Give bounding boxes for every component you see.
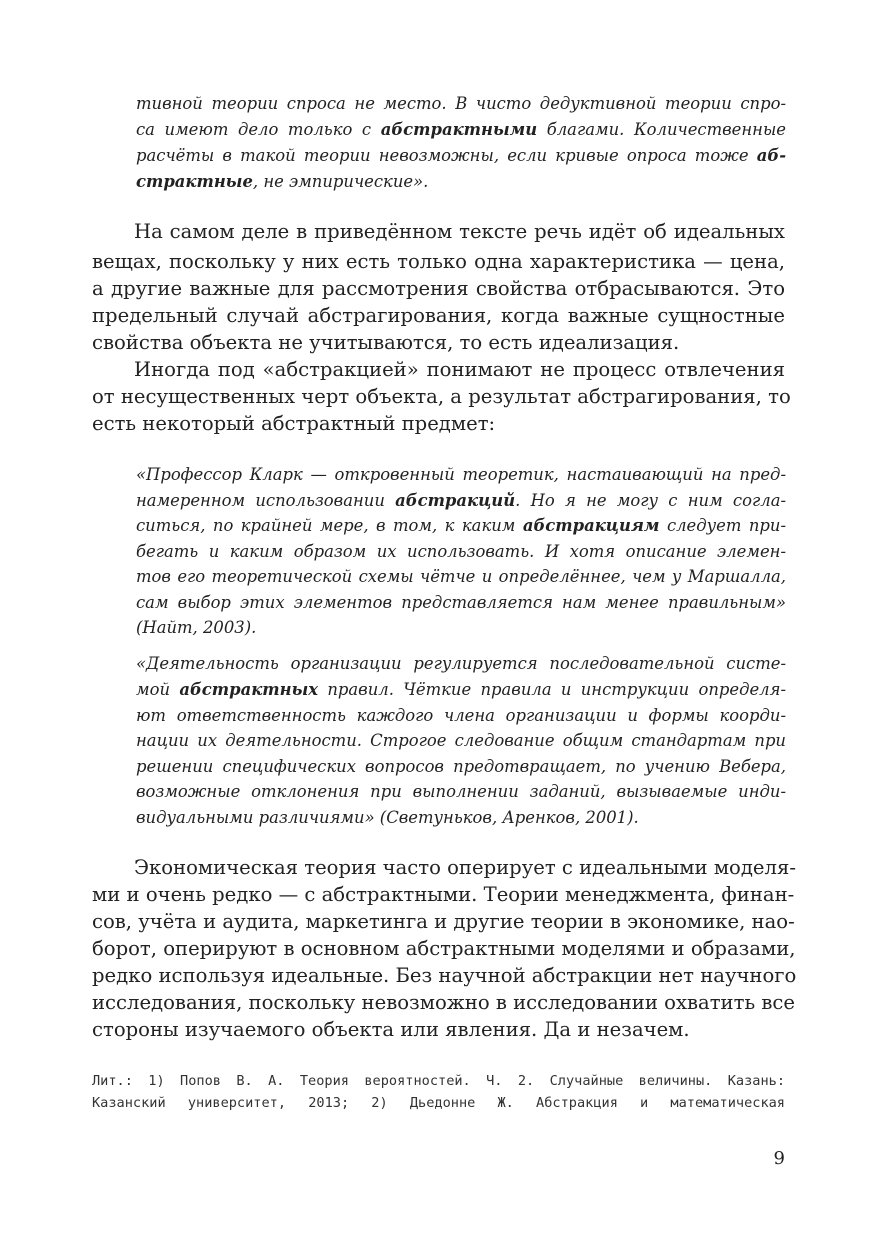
- quote-line: намеренном использовании абстракций. Но я не могу с ним согла-: [136, 491, 787, 510]
- text-line: ми и очень редко — с абстрактными. Теории менеджмента, финан-: [92, 883, 795, 906]
- quote-line: расчёты в такой теории невозможны, если кривые опроса тоже аб-: [136, 146, 786, 165]
- quote-line: нации их деятельности. Строгое следование общим стандартам при: [136, 731, 786, 750]
- text-line: предельный случай абстрагирования, когда важные сущностные: [92, 304, 785, 327]
- text-line: редко используя идеальные. Без научной абстракции нет научного: [92, 964, 797, 987]
- quote-line: тивной теории спроса не место. В чисто дедуктивной теории спро-: [136, 94, 786, 113]
- quote-line: са имеют дело только с абстрактными благами. Количественные: [136, 120, 786, 139]
- text-line: Иногда под «абстракцией» понимают не процесс отвлечения: [134, 358, 785, 381]
- text-line: а другие важные для рассмотрения свойства отбрасываются. Это: [92, 277, 785, 300]
- bold-term: абстракций: [395, 491, 516, 510]
- bold-term: страктные: [136, 172, 253, 191]
- quote-line: видуальными различиями» (Светуньков, Аренков, 2001).: [136, 808, 639, 827]
- quote-line: возможные отклонения при выполнении заданий, вызываемые инди-: [136, 782, 786, 801]
- bold-term: абстракциям: [522, 516, 660, 535]
- quote-line: «Профессор Кларк — откровенный теоретик, настаивающий на пред-: [136, 465, 786, 484]
- quote-line: страктные, не эмпирические».: [136, 172, 429, 191]
- text-line: свойства объекта не учитываются, то есть идеализация.: [92, 331, 680, 354]
- quote-line: тов его теоретической схемы чётче и определённее, чем у Маршалла,: [136, 567, 786, 586]
- text-line: стороны изучаемого объекта или явления. Да и незачем.: [92, 1018, 690, 1041]
- text-line: от несущественных черт объекта, а результат абстрагирования, то: [92, 385, 791, 408]
- quote-line: решении специфических вопросов предотвращает, по учению Вебера,: [136, 757, 786, 776]
- text-line: На самом деле в приведённом тексте речь идёт об идеальных: [134, 220, 785, 243]
- quote-line: бегать и каким образом их использовать. И хотя описание элемен-: [136, 542, 786, 561]
- reference-line: Казанский университет, 2013; 2) Дьедонне Ж. Абстракция и математическая: [92, 1095, 785, 1111]
- text-line: есть некоторый абстрактный предмет:: [92, 412, 496, 435]
- bold-term: абстрактных: [179, 680, 319, 699]
- text-line: сов, учёта и аудита, маркетинга и другие теории в экономике, нао-: [92, 910, 795, 933]
- quote-line: сам выбор этих элементов представляется нам менее правильным»: [136, 593, 786, 612]
- reference-line: Лит.: 1) Попов В. А. Теория вероятностей. Ч. 2. Случайные величины. Казань:: [92, 1073, 785, 1089]
- page-number: 9: [773, 1148, 785, 1169]
- text-line: Экономическая теория часто оперирует с идеальными моделя-: [134, 856, 796, 879]
- quote-line: «Деятельность организации регулируется последовательной систе-: [136, 654, 786, 673]
- quote-line: ситься, по крайней мере, в том, к каким абстракциям следует при-: [136, 516, 786, 535]
- text-line: исследования, поскольку невозможно в исследовании охватить все: [92, 991, 795, 1014]
- quote-line: мой абстрактных правил. Чёткие правила и инструкции определя-: [136, 680, 786, 699]
- quote-line: ют ответственность каждого члена организации и формы коорди-: [136, 706, 786, 725]
- text-line: вещах, поскольку у них есть только одна характеристика — цена,: [92, 250, 785, 273]
- bold-term: абстрактными: [380, 120, 538, 139]
- quote-line: (Найт, 2003).: [136, 618, 257, 637]
- bold-term: аб-: [756, 146, 786, 165]
- text-line: борот, оперируют в основном абстрактными моделями и образами,: [92, 937, 796, 960]
